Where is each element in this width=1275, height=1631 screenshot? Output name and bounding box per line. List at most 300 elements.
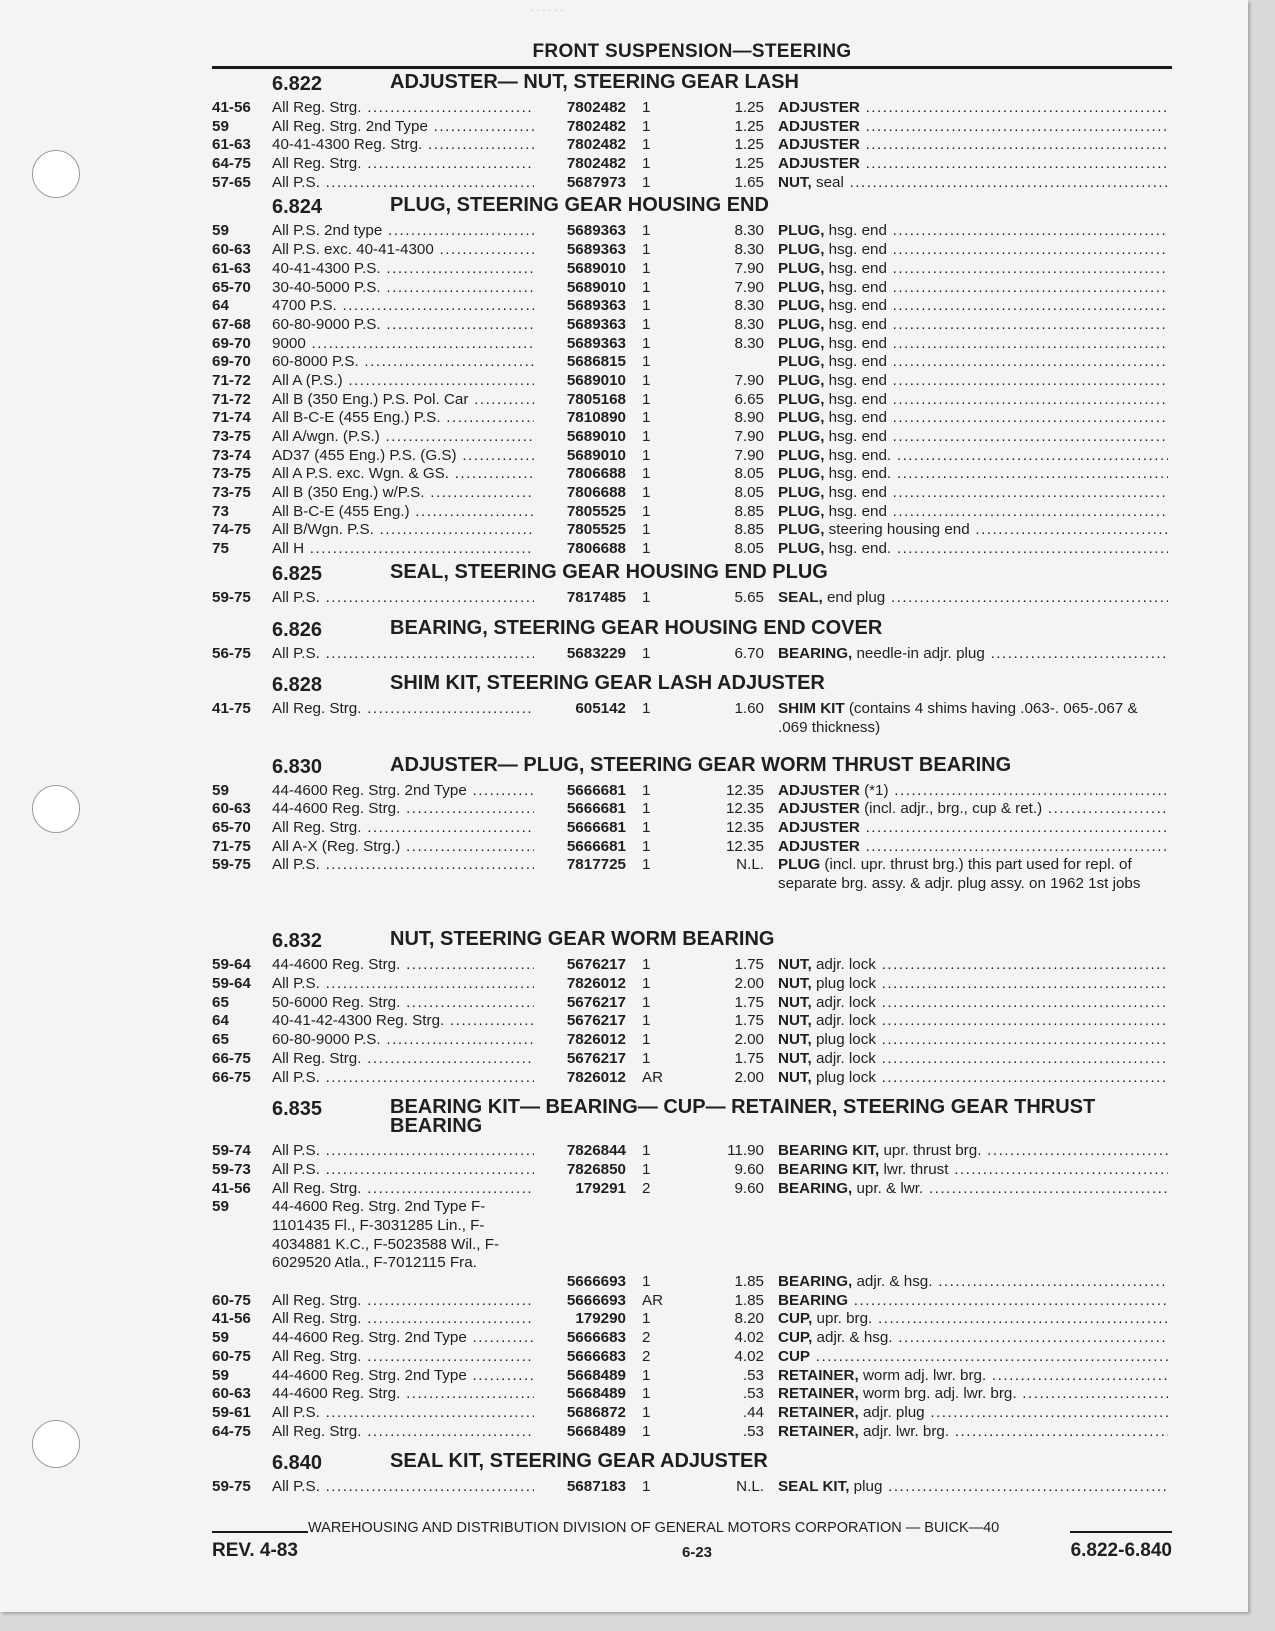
part-description	[778, 1050, 1168, 1069]
part-name: PLUG,	[778, 315, 825, 333]
part-description	[778, 1423, 1168, 1442]
model-years: 65	[212, 993, 229, 1011]
part-detail: hsg. end	[824, 315, 887, 333]
part-row	[212, 99, 1172, 118]
part-name: PLUG,	[778, 297, 825, 315]
list-price: 8.90	[734, 409, 764, 427]
model-years: 60-63	[212, 1385, 251, 1403]
part-row	[212, 118, 1172, 137]
part-description	[778, 335, 1168, 354]
part-detail: adjr. & hsg.	[812, 1329, 893, 1347]
part-detail: lwr. thrust	[879, 1160, 949, 1178]
quantity: 1	[642, 353, 651, 371]
quantity: 1	[642, 259, 651, 277]
part-description	[778, 241, 1168, 260]
part-number: 5666681	[566, 800, 626, 818]
part-description	[778, 99, 1168, 118]
quantity: 1	[642, 644, 651, 662]
model-years: 64	[212, 1012, 229, 1030]
section-gap	[212, 912, 1172, 926]
part-row	[212, 335, 1172, 354]
application: 44-4600 Reg. Strg. 2nd Type .....	[272, 1367, 534, 1386]
part-number: 7810890	[566, 409, 626, 427]
part-detail: hsg. end	[824, 484, 887, 502]
model-years: 73-75	[212, 484, 251, 502]
part-number: 7805525	[566, 502, 626, 520]
part-name: PLUG,	[778, 241, 825, 259]
application: All P.S. .....	[272, 1404, 534, 1423]
part-number: 7817485	[566, 588, 626, 606]
part-number: 605142	[575, 700, 626, 718]
model-years: 59	[212, 781, 229, 799]
application: All P.S. .....	[272, 975, 534, 994]
model-years: 59-73	[212, 1160, 251, 1178]
model-years: 59	[212, 117, 229, 135]
part-detail: hsg. end	[824, 390, 887, 408]
part-name: ADJUSTER	[778, 781, 860, 799]
part-number: 7806688	[566, 484, 626, 502]
quantity: 1	[642, 315, 651, 333]
part-description	[778, 700, 1168, 737]
section-number: 6.822	[272, 73, 323, 95]
page-title: FRONT SUSPENSION—STEERING	[532, 41, 852, 62]
part-detail: hsg. end	[824, 371, 887, 389]
part-description	[778, 1142, 1168, 1161]
part-description	[778, 956, 1168, 975]
quantity: 2	[642, 1179, 651, 1197]
part-name: BEARING KIT,	[778, 1160, 880, 1178]
parts-listing	[212, 40, 1172, 1497]
part-number: 5689363	[566, 315, 626, 333]
part-row	[212, 1367, 1172, 1386]
part-description	[778, 372, 1168, 391]
quantity: 1	[642, 297, 651, 315]
part-name: ADJUSTER	[778, 99, 860, 116]
list-price: 7.90	[734, 371, 764, 389]
part-row	[212, 279, 1172, 298]
section-number: 6.830	[272, 755, 323, 778]
model-years: 59	[212, 1366, 229, 1384]
quantity: 1	[642, 278, 651, 296]
part-description	[778, 279, 1168, 298]
part-detail: adjr. & hsg.	[852, 1273, 933, 1291]
part-number: 7826850	[566, 1160, 626, 1178]
part-row	[212, 975, 1172, 994]
part-description	[778, 409, 1168, 428]
part-detail: worm adj. lwr. brg.	[858, 1366, 987, 1384]
part-name: SEAL KIT,	[778, 1478, 850, 1496]
part-description	[778, 819, 1168, 838]
part-number: 5668489	[566, 1366, 626, 1384]
list-price: 5.65	[734, 588, 764, 606]
part-detail: adjr. lock	[811, 993, 876, 1011]
section-number: 6.825	[272, 562, 323, 585]
part-description	[778, 1478, 1168, 1497]
model-years: 75	[212, 540, 229, 558]
part-row	[212, 782, 1172, 801]
section-range: 6.822-6.840	[1070, 1540, 1172, 1561]
part-detail: adjr. plug	[858, 1403, 925, 1421]
section-title: PLUG, STEERING GEAR HOUSING END	[390, 194, 769, 217]
part-description	[778, 1161, 1168, 1180]
application: All B-C-E (455 Eng.) .....	[272, 503, 534, 522]
part-description	[778, 975, 1168, 994]
section-title: SEAL KIT, STEERING GEAR ADJUSTER	[390, 1450, 768, 1473]
part-description	[778, 838, 1168, 857]
list-price: 2.00	[734, 1068, 764, 1086]
quantity: 1	[642, 1310, 651, 1328]
part-row	[212, 856, 1172, 912]
quantity: 1	[642, 1012, 651, 1030]
part-detail: upr. thrust brg.	[879, 1142, 982, 1160]
part-detail: upr. brg.	[812, 1310, 873, 1328]
part-description	[778, 1329, 1168, 1348]
part-number: 5666683	[566, 1329, 626, 1347]
list-price: 8.05	[734, 540, 764, 558]
list-price: 7.90	[734, 259, 764, 277]
section-title: BEARING KIT— BEARING— CUP— RETAINER, STEERING GEAR THRUST BEARING	[390, 1096, 1096, 1138]
list-price: .53	[742, 1366, 764, 1384]
part-name: ADJUSTER	[778, 837, 860, 855]
application: 40-41-42-4300 Reg. Strg. .....	[272, 1012, 534, 1031]
model-years: 59	[212, 1198, 229, 1216]
part-row	[212, 1198, 1172, 1292]
section-header	[212, 192, 1172, 222]
footer-rule-left	[212, 1531, 308, 1533]
model-years: 60-63	[212, 800, 251, 818]
part-name: BEARING	[778, 1291, 849, 1309]
binder-hole-middle	[32, 785, 80, 833]
part-number: 7826844	[566, 1142, 626, 1160]
list-price: 2.00	[734, 975, 764, 993]
part-description	[778, 222, 1168, 241]
part-name: PLUG,	[778, 540, 825, 558]
part-number: 5668489	[566, 1385, 626, 1403]
part-detail: hsg. end	[824, 241, 887, 259]
part-description	[778, 316, 1168, 335]
quantity: 1	[642, 1478, 651, 1496]
part-detail: seal	[811, 173, 844, 191]
part-row	[212, 1329, 1172, 1348]
part-number: 7826012	[566, 1031, 626, 1049]
part-number: 7802482	[566, 117, 626, 135]
application: All P.S. .....	[272, 1142, 534, 1161]
part-detail: plug lock	[811, 975, 876, 993]
part-name: PLUG,	[778, 409, 825, 427]
part-name: PLUG,	[778, 502, 825, 520]
model-years: 59-75	[212, 856, 251, 874]
application: 40-41-4300 Reg. Strg. .....	[272, 136, 534, 155]
part-description	[778, 1367, 1168, 1386]
footer-bottom	[212, 1538, 1172, 1566]
model-years: 71-72	[212, 371, 251, 389]
part-number: 5666693	[566, 1291, 626, 1309]
part-row	[212, 1142, 1172, 1161]
list-price: 8.30	[734, 334, 764, 352]
part-detail: upr. & lwr.	[852, 1179, 924, 1197]
list-price: 1.85	[734, 1273, 764, 1291]
list-price: 4.02	[734, 1347, 764, 1365]
application: All Reg. Strg. 2nd Type .....	[272, 118, 534, 137]
application: 44-4600 Reg. Strg. 2nd Type F-1101435 Fl., F-3031285 Lin., F-4034881 K.C., F-5023588 Wil., F-6029520 Atla., F-7012115 Fra.	[272, 1198, 500, 1272]
application: All Reg. Strg. .....	[272, 819, 534, 838]
application: All Reg. Strg. .....	[272, 99, 534, 118]
part-description	[778, 391, 1168, 410]
part-number: 5687183	[566, 1478, 626, 1496]
application: All Reg. Strg. .....	[272, 1050, 534, 1069]
list-price: 1.25	[734, 117, 764, 135]
list-price: 1.25	[734, 155, 764, 173]
part-name: PLUG	[778, 856, 821, 874]
quantity: 1	[642, 409, 651, 427]
part-name: NUT,	[778, 1049, 812, 1067]
quantity: 1	[642, 446, 651, 464]
quantity: 1	[642, 800, 651, 818]
part-name: CUP,	[778, 1329, 813, 1347]
part-name: PLUG,	[778, 278, 825, 296]
part-detail: hsg. end.	[824, 540, 892, 558]
section-title: NUT, STEERING GEAR WORM BEARING	[390, 928, 775, 951]
part-number: 5666683	[566, 1347, 626, 1365]
part-description	[778, 1031, 1168, 1050]
part-row	[212, 1069, 1172, 1088]
quantity: 1	[642, 856, 651, 874]
part-number: 7802482	[566, 99, 626, 116]
part-row	[212, 391, 1172, 410]
revision-label: REV. 4-83	[212, 1540, 298, 1561]
model-years: 71-74	[212, 409, 251, 427]
part-number: 5689363	[566, 334, 626, 352]
model-years: 73	[212, 502, 229, 520]
part-name: BEARING,	[778, 644, 853, 662]
quantity: 1	[642, 484, 651, 502]
model-years: 65	[212, 1031, 229, 1049]
application: All Reg. Strg. .....	[272, 155, 534, 174]
part-name: ADJUSTER	[778, 155, 860, 173]
part-name: ADJUSTER	[778, 818, 860, 836]
part-detail: hsg. end	[824, 222, 887, 240]
part-number: 5689010	[566, 428, 626, 445]
model-years: 65-70	[212, 818, 251, 836]
list-price: 9.60	[734, 1179, 764, 1197]
list-price: 8.30	[734, 297, 764, 315]
part-number: 5686815	[566, 353, 626, 371]
quantity: 1	[642, 465, 651, 483]
section-header	[212, 69, 1172, 99]
section-title: SEAL, STEERING GEAR HOUSING END PLUG	[390, 560, 828, 583]
list-price: .53	[742, 1385, 764, 1403]
model-years: 69-70	[212, 353, 251, 371]
list-price: 1.60	[734, 700, 764, 718]
part-name: ADJUSTER	[778, 117, 860, 135]
application: 30-40-5000 P.S. .....	[272, 279, 534, 298]
model-years: 66-75	[212, 1068, 251, 1086]
part-description	[778, 465, 1168, 484]
section-header	[212, 615, 1172, 645]
part-number: 7817725	[566, 856, 626, 874]
list-price: 7.90	[734, 428, 764, 445]
quantity: 1	[642, 521, 651, 539]
list-price: 1.75	[734, 1049, 764, 1067]
part-row	[212, 316, 1172, 335]
part-row	[212, 956, 1172, 975]
list-price: 1.25	[734, 136, 764, 154]
application: 44-4600 Reg. Strg. .....	[272, 800, 534, 819]
part-name: RETAINER,	[778, 1366, 859, 1384]
section-number: 6.824	[272, 196, 323, 219]
part-description	[778, 297, 1168, 316]
model-years: 74-75	[212, 521, 251, 539]
part-number: 7806688	[566, 465, 626, 483]
section-header	[212, 670, 1172, 700]
list-price: 8.05	[734, 465, 764, 483]
part-name: PLUG,	[778, 446, 825, 464]
section-number: 6.828	[272, 674, 323, 697]
application: All P.S. .....	[272, 645, 534, 664]
list-price: 12.35	[725, 837, 764, 855]
part-detail: (incl. upr. thrust brg.) this part used for repl. of separate brg. assy. & adjr. plug assy. on 1962 1st jobs	[778, 856, 1141, 893]
application: 40-41-4300 P.S. .....	[272, 260, 534, 279]
model-years: 66-75	[212, 1049, 251, 1067]
list-price: 1.85	[734, 1291, 764, 1309]
application: All A-X (Reg. Strg.) .....	[272, 838, 534, 857]
part-number: 7805168	[566, 390, 626, 408]
part-name: PLUG,	[778, 484, 825, 502]
part-name: PLUG,	[778, 334, 825, 352]
section-title: BEARING, STEERING GEAR HOUSING END COVER	[390, 616, 883, 639]
quantity: 1	[642, 334, 651, 352]
part-description	[778, 1385, 1168, 1404]
section-number: 6.832	[272, 930, 323, 953]
part-number: 7806688	[566, 540, 626, 558]
model-years: 59	[212, 1329, 229, 1347]
quantity: 1	[642, 818, 651, 836]
application: All B-C-E (455 Eng.) P.S. .....	[272, 409, 534, 428]
quantity: 1	[642, 241, 651, 259]
quantity: 1	[642, 700, 651, 718]
quantity: 2	[642, 1347, 651, 1365]
model-years: 64	[212, 297, 229, 315]
part-description	[778, 174, 1168, 193]
quantity: 1	[642, 540, 651, 558]
part-number: 179291	[575, 1179, 626, 1197]
part-name: CUP,	[778, 1310, 813, 1328]
part-detail: plug	[849, 1478, 883, 1496]
part-description	[778, 484, 1168, 503]
part-row	[212, 409, 1172, 428]
part-number: 179290	[575, 1310, 626, 1328]
part-description	[778, 1404, 1168, 1423]
model-years: 73-75	[212, 428, 251, 445]
application: 60-80-9000 P.S. .....	[272, 316, 534, 335]
part-detail: end plug	[822, 588, 886, 606]
part-description	[778, 136, 1168, 155]
part-detail: hsg. end	[824, 334, 887, 352]
section-header	[212, 559, 1172, 589]
quantity: 1	[642, 117, 651, 135]
part-name: NUT,	[778, 975, 812, 993]
model-years: 59-64	[212, 975, 251, 993]
part-number: 5689363	[566, 222, 626, 240]
part-number: 5666681	[566, 837, 626, 855]
section-gap	[212, 663, 1172, 670]
part-row	[212, 1310, 1172, 1329]
part-name: PLUG,	[778, 390, 825, 408]
part-number: 7802482	[566, 136, 626, 154]
part-description	[778, 994, 1168, 1013]
part-detail: needle-in adjr. plug	[852, 644, 985, 662]
part-detail: plug lock	[811, 1068, 876, 1086]
part-number: 5689363	[566, 297, 626, 315]
footer-rule-right	[1070, 1531, 1172, 1533]
list-price: .44	[742, 1403, 764, 1421]
application: All A P.S. exc. Wgn. & GS. .....	[272, 465, 534, 484]
section-header	[212, 1448, 1172, 1478]
page-number: 6-23	[682, 1544, 713, 1561]
list-price: 2.00	[734, 1031, 764, 1049]
part-row	[212, 1478, 1172, 1497]
model-years: 64-75	[212, 155, 251, 173]
list-price: 12.35	[725, 818, 764, 836]
model-years: 60-63	[212, 241, 251, 259]
part-description	[778, 447, 1168, 466]
list-price: 8.85	[734, 521, 764, 539]
part-row	[212, 372, 1172, 391]
section-number: 6.826	[272, 618, 323, 641]
part-name: PLUG,	[778, 428, 825, 445]
part-number: 5666681	[566, 818, 626, 836]
part-number: 5689010	[566, 371, 626, 389]
quantity: 1	[642, 1160, 651, 1178]
list-price: 6.65	[734, 390, 764, 408]
quantity: 1	[642, 1031, 651, 1049]
part-name: CUP	[778, 1347, 811, 1365]
part-number: 5668489	[566, 1422, 626, 1440]
part-row	[212, 800, 1172, 819]
list-price: 8.85	[734, 502, 764, 520]
model-years: 73-75	[212, 465, 251, 483]
quantity: 1	[642, 173, 651, 191]
list-price: N.L.	[736, 856, 764, 874]
application: All A/wgn. (P.S.) .....	[272, 428, 534, 447]
part-name: BEARING,	[778, 1273, 853, 1291]
application: All H .....	[272, 540, 534, 559]
model-years: 69-70	[212, 334, 251, 352]
application: All P.S. .....	[272, 1161, 534, 1180]
part-name: BEARING KIT,	[778, 1142, 880, 1160]
part-description	[778, 589, 1168, 608]
list-price: 8.30	[734, 241, 764, 259]
application: 4700 P.S. .....	[272, 297, 534, 316]
section-gap	[212, 608, 1172, 615]
quantity: 1	[642, 1385, 651, 1403]
quantity: 1	[642, 781, 651, 799]
part-name: RETAINER,	[778, 1422, 859, 1440]
part-row	[212, 589, 1172, 608]
model-years: 41-56	[212, 1179, 251, 1197]
part-description	[778, 1180, 1168, 1199]
part-detail: adjr. lwr. brg.	[858, 1422, 950, 1440]
application: All Reg. Strg. .....	[272, 1310, 534, 1329]
model-years: 71-75	[212, 837, 251, 855]
part-description	[778, 353, 1168, 372]
part-detail: hsg. end.	[824, 465, 892, 483]
part-row	[212, 521, 1172, 540]
section-header	[212, 1094, 1172, 1142]
section-title: ADJUSTER— PLUG, STEERING GEAR WORM THRUST BEARING	[390, 753, 1012, 776]
part-detail: adjr. lock	[811, 1012, 876, 1030]
model-years: 61-63	[212, 136, 251, 154]
